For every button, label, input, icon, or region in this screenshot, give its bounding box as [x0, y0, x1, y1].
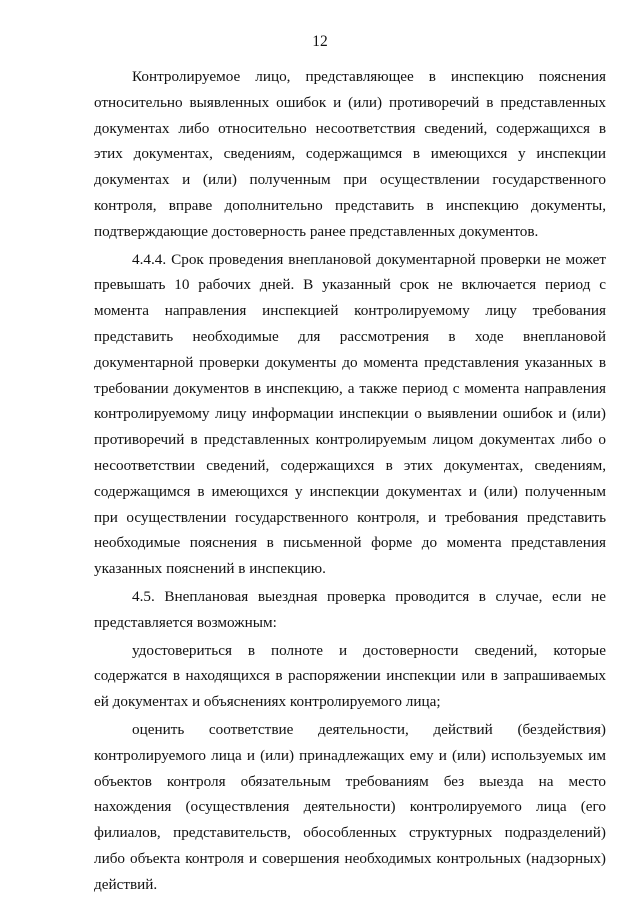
page-number: 12 [312, 33, 328, 50]
paragraph-verify-completeness: удостовериться в полноте и достоверности сведений, которые содержатся в находящихся в распоряжении инспекции или в запрашиваемых ей документах и объяснениях контролируемого лица; [94, 641, 606, 711]
document-body [94, 64, 606, 900]
paragraph-explanations: Контролируемое лицо, представляющее в инспекцию пояснения относительно выявленных ошибок и (или) противоречий в представленных документах либо относительно несоответствия сведений, содержащихся в этих документах, сведениям, содержащимся в имеющихся у инспекции документах и (или) полученным при осуществлении государственного контроля, вправе дополнительно представить в инспекцию документы, подтверждающие достоверность ранее представленных документов. [94, 68, 606, 240]
paragraph-4-4-4: 4.4.4. Срок проведения внеплановой документарной проверки не может превышать 10 рабочих дней. В указанный срок не включается период с момента направления инспекцией контролируемому лицу требования представить необходимые для рассмотрения в ходе внеплановой документарной проверки документы до момента представления указанных в требовании документов в инспекцию, а также период с момента направления контролируемому лицу информации инспекции о выявлении ошибок и (или) противоречий в представленных контролируемым лицом документах либо о несоответствии сведений, содержащихся в этих документах, сведениям, содержащимся в имеющихся у инспекции документах и (или) полученным при осуществлении государственного контроля, и требования представить необходимые пояснения в письменной форме до момента представления указанных пояснений в инспекцию. [94, 250, 606, 578]
paragraph-assess-compliance: оценить соответствие деятельности, действий (бездействия) контролируемого лица и (или) принадлежащих ему и (или) используемых им объектов контроля обязательным требованиям без выезда на место нахождения (осуществления деятельности) контролируемого лица (его филиалов, представительств, обособленных структурных подразделений) либо объекта контроля и совершения необходимых контрольных (надзорных) действий. [94, 720, 606, 893]
paragraph-4-5: 4.5. Внеплановая выездная проверка проводится в случае, если не представляется возможным: [94, 587, 606, 631]
